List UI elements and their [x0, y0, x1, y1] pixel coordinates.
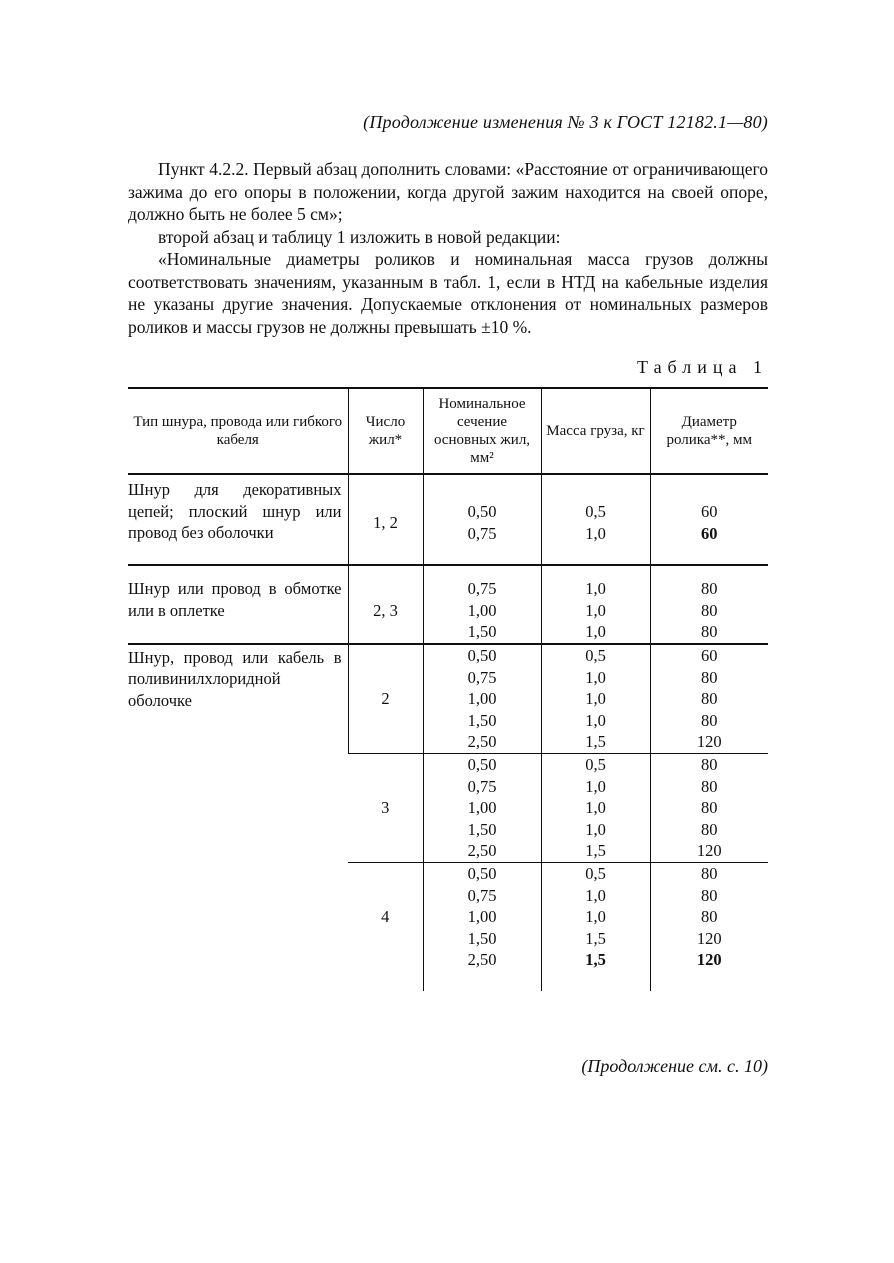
- mass-value: 1,0: [585, 798, 606, 818]
- mass-value: 1,0: [585, 885, 606, 905]
- mass-value: 1,0: [585, 600, 606, 620]
- section-value: 0,50: [467, 645, 497, 665]
- section-value: 2,50: [467, 950, 497, 970]
- section-value: 1,50: [467, 928, 497, 948]
- diameter-value: 80: [701, 667, 718, 687]
- table-header-row: [128, 388, 768, 474]
- diameter-value: 80: [701, 863, 718, 883]
- roller-load-table: [128, 387, 768, 991]
- diameter-value: 120: [696, 841, 722, 861]
- section-cell: [423, 862, 541, 990]
- section-value: 0,50: [467, 863, 497, 883]
- mass-value: 1,0: [585, 523, 606, 543]
- cable-type-cell: Шнур для декоративных цепей; плоский шнур или провод без оболочки: [128, 474, 348, 565]
- section-cell: [423, 644, 541, 753]
- diameter-value: 80: [701, 622, 718, 642]
- cores-cell: 4: [381, 907, 390, 927]
- cores-cell: 2: [348, 644, 423, 753]
- mass-value: 1,0: [585, 776, 606, 796]
- section-cell: [423, 565, 541, 644]
- mass-cell: [541, 644, 650, 753]
- diameter-value: 80: [701, 776, 718, 796]
- table-row: [128, 644, 768, 753]
- section-value: 0,75: [467, 579, 497, 599]
- diameter-cell: [650, 474, 768, 565]
- diameter-value: 80: [701, 600, 718, 620]
- diameter-cell: [650, 753, 768, 862]
- amendment-text: [128, 158, 768, 338]
- section-value: 0,75: [467, 667, 497, 687]
- section-value: 1,00: [467, 907, 497, 927]
- cable-type-cell: Шнур или провод в обмотке или в оплетке: [128, 565, 348, 644]
- paragraph-new-wording: «Номинальные диаметры роликов и номинальная масса грузов должны соответствовать значениям, указанным в табл. 1, если в НТД на кабельные изделия не указаны другие значения. Допускаемые отклонения от номинальных размеров роликов и массы грузов не должны превышать ±10 %.: [128, 249, 768, 337]
- section-value: 1,00: [467, 689, 497, 709]
- section-value: 0,75: [467, 885, 497, 905]
- continuation-footer: (Продолжение см. с. 10): [581, 1056, 768, 1076]
- diameter-value: 120: [696, 950, 722, 970]
- section-value: 1,00: [467, 600, 497, 620]
- diameter-value: 80: [701, 885, 718, 905]
- mass-value: 0,5: [585, 645, 606, 665]
- diameter-value: 120: [696, 928, 722, 948]
- section-value: 0,75: [467, 776, 497, 796]
- mass-value: 0,5: [585, 502, 606, 521]
- section-value: 2,50: [467, 732, 497, 752]
- diameter-value: 120: [696, 732, 722, 752]
- header-cores: Число жил*: [348, 388, 423, 474]
- section-value: 2,50: [467, 841, 497, 861]
- continuation-header: (Продолжение изменения № 3 к ГОСТ 12182.1—80): [363, 112, 768, 132]
- header-type: Тип шнура, провода или гибкого кабеля: [128, 388, 348, 474]
- diameter-value: 80: [701, 710, 718, 730]
- mass-cell: [541, 474, 650, 565]
- section-cell: [423, 753, 541, 862]
- header-diameter: Диаметр ролика**, мм: [650, 388, 768, 474]
- section-value: 0,75: [467, 523, 497, 543]
- mass-value: 1,0: [585, 819, 606, 839]
- mass-value: 1,0: [585, 622, 606, 642]
- diameter-value: 80: [701, 579, 718, 599]
- mass-value: 1,0: [585, 579, 606, 599]
- section-value: 1,50: [467, 710, 497, 730]
- mass-value: 1,0: [585, 689, 606, 709]
- mass-value: 0,5: [585, 863, 606, 883]
- diameter-value: 60: [701, 523, 718, 543]
- section-value: 1,50: [467, 819, 497, 839]
- section-value: 1,50: [467, 622, 497, 642]
- mass-value: 1,5: [585, 928, 606, 948]
- cores-cell: 1, 2: [348, 474, 423, 565]
- diameter-cell: [650, 565, 768, 644]
- paragraph-second-abzac: второй абзац и таблицу 1 изложить в новой редакции:: [158, 226, 561, 247]
- mass-value: 1,5: [585, 841, 606, 861]
- header-section: Номинальное сечение основных жил, мм²: [423, 388, 541, 474]
- diameter-value: 80: [701, 907, 718, 927]
- diameter-value: 80: [701, 689, 718, 709]
- section-cell: [423, 474, 541, 565]
- mass-value: 1,5: [585, 732, 606, 752]
- diameter-value: 80: [701, 819, 718, 839]
- mass-cell: [541, 862, 650, 990]
- diameter-value: 60: [701, 502, 718, 521]
- table-row: [128, 565, 768, 644]
- mass-value: 1,0: [585, 907, 606, 927]
- header-mass: Масса груза, кг: [541, 388, 650, 474]
- mass-value: 1,5: [585, 950, 606, 970]
- mass-cell: [541, 565, 650, 644]
- table-row: [128, 474, 768, 565]
- diameter-cell: [650, 644, 768, 753]
- section-value: 1,00: [467, 798, 497, 818]
- diameter-cell: [650, 862, 768, 990]
- cores-cell: 2, 3: [348, 565, 423, 644]
- mass-value: 1,0: [585, 710, 606, 730]
- mass-cell: [541, 753, 650, 862]
- mass-value: 1,0: [585, 667, 606, 687]
- diameter-value: 80: [701, 754, 718, 774]
- paragraph-clause-4-2-2: Пункт 4.2.2. Первый абзац дополнить словами: «Расстояние от ограничивающего зажима до его опоры в положении, когда другой зажим находится на своей опоре, должно быть не более 5 см»;: [128, 159, 768, 224]
- section-value: 0,50: [467, 754, 497, 774]
- cores-cell: 3: [348, 753, 423, 862]
- diameter-value: 60: [701, 645, 718, 665]
- table-caption: Таблица 1: [637, 357, 768, 377]
- mass-value: 0,5: [585, 754, 606, 774]
- cable-type-cell: Шнур, провод или кабель в поливинилхлоридной оболочке: [128, 647, 342, 710]
- section-value: 0,50: [467, 502, 497, 521]
- diameter-value: 80: [701, 798, 718, 818]
